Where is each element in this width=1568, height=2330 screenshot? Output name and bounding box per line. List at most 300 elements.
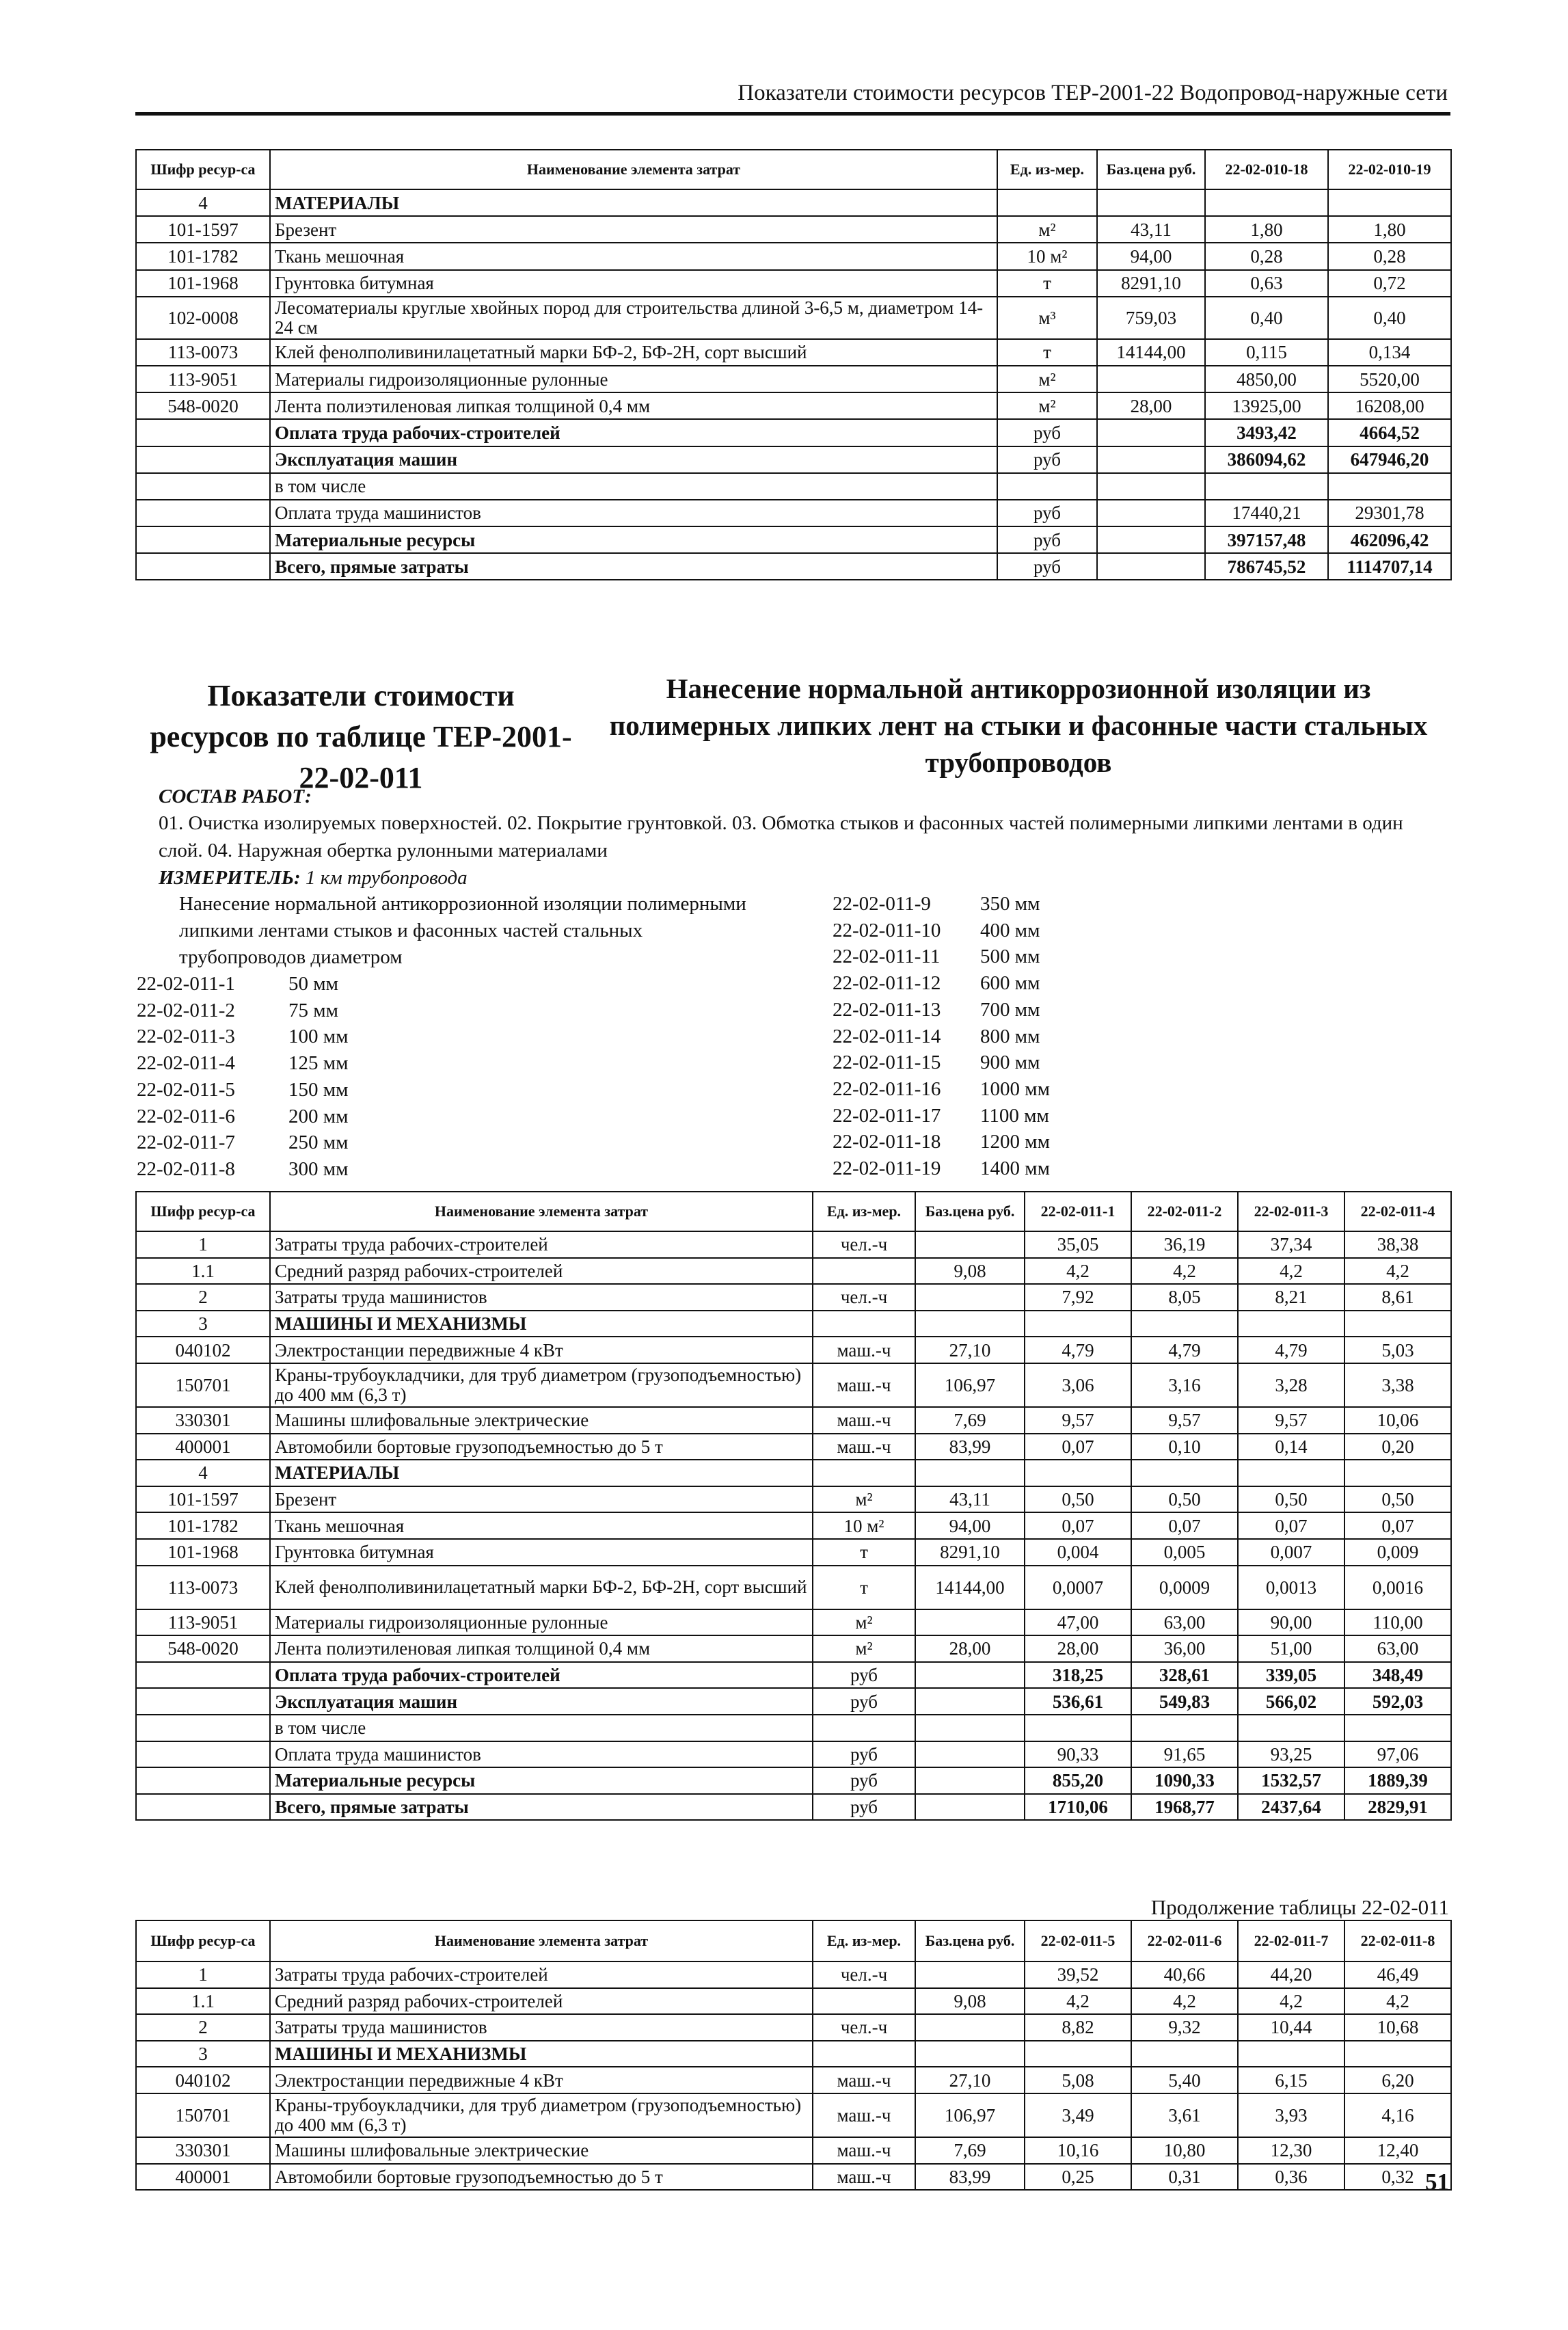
unit-cell: руб — [997, 419, 1097, 446]
table-row — [136, 1539, 1451, 1566]
table-row — [136, 216, 1451, 243]
meter-value: 1 км трубопровода — [305, 867, 468, 889]
meter-label: ИЗМЕРИТЕЛЬ: — [159, 867, 301, 889]
norm-value-cell — [1238, 1715, 1344, 1741]
unit-cell: маш.-ч — [813, 2093, 915, 2137]
norm-value-cell: 9,57 — [1131, 1407, 1238, 1434]
norm-value-cell: 0,07 — [1025, 1512, 1131, 1539]
cost-element-name-cell: Затраты труда машинистов — [270, 2014, 813, 2041]
column-header: Баз.цена руб. — [1097, 150, 1205, 189]
resource-code-cell: 102-0008 — [136, 297, 270, 339]
norm-diameter: 900 мм — [980, 1052, 1040, 1074]
norm-value-cell: 36,00 — [1131, 1635, 1238, 1662]
norm-code: 22-02-011-14 — [833, 1025, 941, 1047]
column-header: Баз.цена руб. — [915, 1192, 1025, 1231]
unit-cell: м² — [813, 1635, 915, 1662]
table-row — [136, 500, 1451, 526]
norm-value-cell: 0,005 — [1131, 1539, 1238, 1566]
norm-list-item — [137, 971, 338, 997]
norm-code: 22-02-011-19 — [833, 1157, 941, 1179]
norm-value-cell: 3,16 — [1131, 1363, 1238, 1407]
cost-element-name-cell: Эксплуатация машин — [270, 446, 997, 473]
base-price-cell — [915, 1767, 1025, 1794]
column-header: 22-02-011-6 — [1131, 1920, 1238, 1961]
unit-cell: маш.-ч — [813, 1363, 915, 1407]
norm-value-cell: 36,19 — [1131, 1231, 1238, 1258]
base-price-cell: 14144,00 — [915, 1566, 1025, 1609]
unit-cell: руб — [813, 1688, 915, 1715]
table-row — [136, 1635, 1451, 1662]
unit-cell: чел.-ч — [813, 1231, 915, 1258]
norm-value-cell: 462096,42 — [1328, 526, 1451, 553]
cost-element-name-cell: Средний разряд рабочих-строителей — [270, 1988, 813, 2015]
norm-value-cell: 328,61 — [1131, 1662, 1238, 1689]
norm-diameter: 800 мм — [980, 1025, 1040, 1047]
cost-element-name-cell: Грунтовка битумная — [270, 1539, 813, 1566]
cost-element-name-cell: Оплата труда рабочих-строителей — [270, 1662, 813, 1689]
norm-value-cell: 0,0016 — [1344, 1566, 1451, 1609]
norm-value-cell: 5520,00 — [1328, 366, 1451, 392]
table-row — [136, 339, 1451, 366]
column-header: Ед. из-мер. — [997, 150, 1097, 189]
page-number: 51 — [1425, 2169, 1449, 2195]
norm-code: 22-02-011-5 — [137, 1078, 235, 1101]
norm-value-cell — [1344, 1311, 1451, 1337]
table-row — [136, 1231, 1451, 1258]
column-header: 22-02-011-8 — [1344, 1920, 1451, 1961]
table-row — [136, 2014, 1451, 2041]
base-price-cell — [1097, 419, 1205, 446]
resource-code-cell: 101-1782 — [136, 243, 270, 269]
norm-diameter: 700 мм — [980, 998, 1040, 1021]
norm-value-cell — [1131, 2041, 1238, 2067]
table-row — [136, 1434, 1451, 1460]
resource-code-cell: 3 — [136, 1311, 270, 1337]
norm-value-cell: 46,49 — [1344, 1961, 1451, 1988]
unit-cell: м² — [813, 1486, 915, 1513]
cost-element-name-cell: Краны-трубоукладчики, для труб диаметром (грузоподъемностью) до 400 мм (6,3 т) — [270, 1363, 813, 1407]
norm-value-cell: 90,00 — [1238, 1609, 1344, 1636]
norm-code: 22-02-011-4 — [137, 1052, 235, 1075]
header-rule — [135, 112, 1450, 116]
resource-code-cell: 2 — [136, 1284, 270, 1311]
unit-cell: руб — [813, 1662, 915, 1689]
norm-value-cell: 0,0009 — [1131, 1566, 1238, 1609]
norm-list-item — [833, 1103, 1049, 1129]
column-header: Наименование элемента затрат — [270, 150, 997, 189]
norm-value-cell: 9,57 — [1025, 1407, 1131, 1434]
cost-element-name-cell: Лесоматериалы круглые хвойных пород для строительства длиной 3-6,5 м, диаметром 14-24 см — [270, 297, 997, 339]
unit-cell: м² — [997, 366, 1097, 392]
cost-element-name-cell: МАШИНЫ И МЕХАНИЗМЫ — [270, 2041, 813, 2067]
base-price-cell: 9,08 — [915, 1988, 1025, 2015]
norm-value-cell: 3,28 — [1238, 1363, 1344, 1407]
norm-value-cell: 8,61 — [1344, 1284, 1451, 1311]
norm-value-cell: 5,08 — [1025, 2067, 1131, 2093]
norm-value-cell: 0,07 — [1238, 1512, 1344, 1539]
norm-value-cell: 4,79 — [1238, 1337, 1344, 1363]
norm-diameter: 400 мм — [980, 919, 1040, 941]
norm-diameter: 300 мм — [288, 1157, 349, 1180]
base-price-cell: 106,97 — [915, 2093, 1025, 2137]
table-row — [136, 1311, 1451, 1337]
unit-cell: т — [813, 1539, 915, 1566]
cost-element-name-cell: Лента полиэтиленовая липкая толщиной 0,4 мм — [270, 392, 997, 419]
unit-cell: руб — [813, 1741, 915, 1768]
norm-value-cell — [1025, 2041, 1131, 2067]
base-price-cell — [915, 1311, 1025, 1337]
resource-code-cell: 1 — [136, 1231, 270, 1258]
norm-value-cell: 0,31 — [1131, 2164, 1238, 2191]
column-header: Ед. из-мер. — [813, 1920, 915, 1961]
cost-element-name-cell: Клей фенолполивинилацетатный марки БФ-2, БФ-2Н, сорт высший — [270, 339, 997, 366]
norm-value-cell: 397157,48 — [1205, 526, 1328, 553]
resource-code-cell: 101-1968 — [136, 270, 270, 297]
cost-element-name-cell: Оплата труда рабочих-строителей — [270, 419, 997, 446]
norm-value-cell: 1968,77 — [1131, 1794, 1238, 1821]
norm-value-cell — [1238, 1460, 1344, 1486]
resource-code-cell — [136, 473, 270, 500]
table-row — [136, 1512, 1451, 1539]
norm-value-cell: 4,2 — [1131, 1258, 1238, 1285]
norm-diameter: 1000 мм — [980, 1077, 1050, 1100]
norm-value-cell: 10,68 — [1344, 2014, 1451, 2041]
norm-list-item — [833, 1049, 1040, 1076]
unit-cell: чел.-ч — [813, 1284, 915, 1311]
norm-list-item — [137, 1129, 348, 1156]
base-price-cell: 14144,00 — [1097, 339, 1205, 366]
table-row — [136, 2137, 1451, 2164]
norm-list-item — [833, 943, 1040, 970]
base-price-cell — [915, 1794, 1025, 1821]
norm-value-cell: 4664,52 — [1328, 419, 1451, 446]
norm-value-cell: 2829,91 — [1344, 1794, 1451, 1821]
norm-diameter: 100 мм — [288, 1026, 349, 1048]
unit-cell: чел.-ч — [813, 2014, 915, 2041]
column-header: Наименование элемента затрат — [270, 1192, 813, 1231]
norm-value-cell: 4850,00 — [1205, 366, 1328, 392]
unit-cell — [813, 1311, 915, 1337]
norm-diameter: 1200 мм — [980, 1131, 1050, 1153]
base-price-cell — [915, 1741, 1025, 1768]
norm-diameter: 250 мм — [288, 1131, 349, 1154]
norm-value-cell — [1025, 1460, 1131, 1486]
unit-cell: чел.-ч — [813, 1961, 915, 1988]
norm-list-item — [833, 970, 1040, 997]
norm-value-cell — [1205, 189, 1328, 216]
unit-cell: руб — [997, 526, 1097, 553]
norm-value-cell: 0,50 — [1238, 1486, 1344, 1513]
table-row — [136, 1961, 1451, 1988]
norm-value-cell: 6,15 — [1238, 2067, 1344, 2093]
norm-value-cell: 0,14 — [1238, 1434, 1344, 1460]
norm-value-cell: 51,00 — [1238, 1635, 1344, 1662]
resource-code-cell — [136, 500, 270, 526]
table-row — [136, 1566, 1451, 1609]
norm-code: 22-02-011-13 — [833, 998, 941, 1021]
unit-cell: 10 м² — [997, 243, 1097, 269]
cost-element-name-cell: в том числе — [270, 1715, 813, 1741]
unit-cell: руб — [997, 553, 1097, 580]
base-price-cell — [1097, 526, 1205, 553]
unit-cell: м³ — [997, 297, 1097, 339]
base-price-cell: 43,11 — [915, 1486, 1025, 1513]
base-price-cell — [915, 2041, 1025, 2067]
base-price-cell: 83,99 — [915, 2164, 1025, 2191]
norm-value-cell: 38,38 — [1344, 1231, 1451, 1258]
norm-value-cell — [1344, 2041, 1451, 2067]
column-header: 22-02-010-18 — [1205, 150, 1328, 189]
resource-code-cell: 113-0073 — [136, 1566, 270, 1609]
table-row — [136, 1662, 1451, 1689]
resource-code-cell: 2 — [136, 2014, 270, 2041]
resource-code-cell: 101-1597 — [136, 1486, 270, 1513]
section-title-left: Показатели стоимости ресурсов по таблице ТЕР-2001-22-02-011 — [150, 679, 572, 794]
resource-code-cell: 101-1597 — [136, 216, 270, 243]
unit-cell: маш.-ч — [813, 1434, 915, 1460]
base-price-cell: 27,10 — [915, 2067, 1025, 2093]
norm-value-cell: 0,40 — [1328, 297, 1451, 339]
table-row — [136, 1767, 1451, 1794]
norm-value-cell: 592,03 — [1344, 1688, 1451, 1715]
resource-code-cell: 1 — [136, 1961, 270, 1988]
meter-line — [159, 864, 468, 892]
cost-element-name-cell: Краны-трубоукладчики, для труб диаметром (грузоподъемностью) до 400 мм (6,3 т) — [270, 2093, 813, 2137]
base-price-cell — [915, 1460, 1025, 1486]
cost-element-name-cell: МАТЕРИАЛЫ — [270, 1460, 813, 1486]
running-header: Показатели стоимости ресурсов ТЕР-2001-22 Водопровод-наружные сети — [738, 81, 1448, 105]
table-header-row — [136, 150, 1451, 189]
norm-value-cell: 40,66 — [1131, 1961, 1238, 1988]
norm-value-cell: 0,28 — [1205, 243, 1328, 269]
norm-list-item — [137, 1103, 348, 1130]
norm-value-cell: 0,50 — [1131, 1486, 1238, 1513]
unit-cell: маш.-ч — [813, 2067, 915, 2093]
norm-list-item — [833, 1155, 1050, 1182]
norm-value-cell: 0,20 — [1344, 1434, 1451, 1460]
norm-value-cell: 0,36 — [1238, 2164, 1344, 2191]
norm-value-cell: 0,134 — [1328, 339, 1451, 366]
norm-diameter: 1100 мм — [980, 1104, 1049, 1127]
cost-element-name-cell: Брезент — [270, 1486, 813, 1513]
norm-diameter: 125 мм — [288, 1052, 349, 1075]
cost-element-name-cell: Брезент — [270, 216, 997, 243]
norm-value-cell: 3,06 — [1025, 1363, 1131, 1407]
cost-element-name-cell: Материальные ресурсы — [270, 526, 997, 553]
cost-element-name-cell: Грунтовка битумная — [270, 270, 997, 297]
base-price-cell: 43,11 — [1097, 216, 1205, 243]
norm-value-cell: 0,07 — [1131, 1512, 1238, 1539]
norm-list-item — [833, 1076, 1050, 1103]
table-row — [136, 1741, 1451, 1768]
cost-element-name-cell: Средний разряд рабочих-строителей — [270, 1258, 813, 1285]
resource-code-cell: 330301 — [136, 1407, 270, 1434]
resource-code-cell: 113-9051 — [136, 366, 270, 392]
resource-code-cell: 1.1 — [136, 1258, 270, 1285]
composition-label-text: СОСТАВ РАБОТ: — [159, 786, 312, 807]
unit-cell — [813, 1460, 915, 1486]
cost-element-name-cell: Оплата труда машинистов — [270, 1741, 813, 1768]
unit-cell: руб — [813, 1794, 915, 1821]
table-header-row — [136, 1192, 1451, 1231]
norm-value-cell: 4,2 — [1131, 1988, 1238, 2015]
base-price-cell — [915, 1609, 1025, 1636]
norm-value-cell: 8,82 — [1025, 2014, 1131, 2041]
unit-cell: руб — [997, 446, 1097, 473]
norm-value-cell: 7,92 — [1025, 1284, 1131, 1311]
norm-value-cell — [1238, 1311, 1344, 1337]
resource-code-cell: 101-1968 — [136, 1539, 270, 1566]
column-header: Ед. из-мер. — [813, 1192, 915, 1231]
column-header: Баз.цена руб. — [915, 1920, 1025, 1961]
base-price-cell: 9,08 — [915, 1258, 1025, 1285]
composition-label — [159, 783, 312, 810]
resource-code-cell: 150701 — [136, 1363, 270, 1407]
norm-code: 22-02-011-6 — [137, 1105, 235, 1127]
norm-value-cell: 17440,21 — [1205, 500, 1328, 526]
norm-code: 22-02-011-18 — [833, 1131, 941, 1153]
norm-value-cell: 6,20 — [1344, 2067, 1451, 2093]
norm-code: 22-02-011-15 — [833, 1052, 941, 1074]
table-row — [136, 1794, 1451, 1821]
resource-code-cell: 113-0073 — [136, 339, 270, 366]
norm-value-cell: 1710,06 — [1025, 1794, 1131, 1821]
norm-value-cell: 855,20 — [1025, 1767, 1131, 1794]
cost-element-name-cell: в том числе — [270, 473, 997, 500]
table-row — [136, 1988, 1451, 2015]
cost-element-name-cell: Ткань мешочная — [270, 243, 997, 269]
norm-value-cell: 0,009 — [1344, 1539, 1451, 1566]
cost-element-name-cell: Автомобили бортовые грузоподъемностью до 5 т — [270, 1434, 813, 1460]
cost-element-name-cell: Материалы гидроизоляционные рулонные — [270, 1609, 813, 1636]
norm-list-item — [833, 918, 1040, 944]
unit-cell: м² — [813, 1609, 915, 1636]
norm-value-cell: 4,2 — [1025, 1988, 1131, 2015]
table-row — [136, 243, 1451, 269]
table-row — [136, 526, 1451, 553]
unit-cell: руб — [997, 500, 1097, 526]
norm-list-item — [833, 891, 1040, 918]
base-price-cell — [1097, 553, 1205, 580]
unit-cell: 10 м² — [813, 1512, 915, 1539]
base-price-cell — [915, 1662, 1025, 1689]
norm-value-cell: 12,40 — [1344, 2137, 1451, 2164]
table-header-row — [136, 1920, 1451, 1961]
unit-cell — [813, 1715, 915, 1741]
norm-value-cell: 549,83 — [1131, 1688, 1238, 1715]
continuation-note: Продолжение таблицы 22-02-011 — [1150, 1895, 1449, 1919]
table-row — [136, 553, 1451, 580]
norm-value-cell: 28,00 — [1025, 1635, 1131, 1662]
norm-code: 22-02-011-11 — [833, 946, 941, 968]
norm-value-cell: 3493,42 — [1205, 419, 1328, 446]
resource-code-cell: 330301 — [136, 2137, 270, 2164]
norm-value-cell — [1328, 473, 1451, 500]
norm-code: 22-02-011-8 — [137, 1157, 235, 1180]
resource-code-cell: 4 — [136, 189, 270, 216]
norm-code: 22-02-011-12 — [833, 972, 941, 995]
cost-element-name-cell: Материалы гидроизоляционные рулонные — [270, 366, 997, 392]
norm-value-cell — [1344, 1460, 1451, 1486]
resource-code-cell — [136, 1715, 270, 1741]
norm-value-cell: 1090,33 — [1131, 1767, 1238, 1794]
norm-value-cell: 8,21 — [1238, 1284, 1344, 1311]
cost-element-name-cell: Машины шлифовальные электрические — [270, 1407, 813, 1434]
table-row — [136, 2041, 1451, 2067]
norm-value-cell: 4,2 — [1238, 1988, 1344, 2015]
column-header: Шифр ресур-са — [136, 1920, 270, 1961]
norm-value-cell: 647946,20 — [1328, 446, 1451, 473]
norm-value-cell: 566,02 — [1238, 1688, 1344, 1715]
resource-code-cell: 400001 — [136, 2164, 270, 2191]
norm-value-cell: 90,33 — [1025, 1741, 1131, 1768]
norm-value-cell: 10,80 — [1131, 2137, 1238, 2164]
norm-value-cell: 4,79 — [1025, 1337, 1131, 1363]
norm-list-item — [137, 997, 338, 1024]
norm-code: 22-02-011-17 — [833, 1104, 941, 1127]
norm-value-cell: 47,00 — [1025, 1609, 1131, 1636]
table-row — [136, 2164, 1451, 2191]
cost-element-name-cell: Эксплуатация машин — [270, 1688, 813, 1715]
norm-value-cell: 318,25 — [1025, 1662, 1131, 1689]
cost-element-name-cell: Затраты труда рабочих-строителей — [270, 1231, 813, 1258]
resource-code-cell — [136, 553, 270, 580]
norm-diameter: 50 мм — [288, 973, 338, 995]
norm-value-cell — [1328, 189, 1451, 216]
norm-list-item — [137, 1077, 348, 1103]
unit-cell: т — [813, 1566, 915, 1609]
base-price-cell: 8291,10 — [915, 1539, 1025, 1566]
resource-code-cell — [136, 1741, 270, 1768]
resource-code-cell: 548-0020 — [136, 392, 270, 419]
table-row — [136, 392, 1451, 419]
base-price-cell — [915, 1961, 1025, 1988]
norm-value-cell: 110,00 — [1344, 1609, 1451, 1636]
norm-value-cell: 39,52 — [1025, 1961, 1131, 1988]
cost-element-name-cell: МАШИНЫ И МЕХАНИЗМЫ — [270, 1311, 813, 1337]
norm-value-cell: 10,44 — [1238, 2014, 1344, 2041]
cost-element-name-cell: Электростанции передвижные 4 кВт — [270, 2067, 813, 2093]
norm-code: 22-02-011-1 — [137, 973, 235, 995]
base-price-cell — [915, 1715, 1025, 1741]
norm-list-item — [137, 1050, 348, 1077]
cost-element-name-cell: Машины шлифовальные электрические — [270, 2137, 813, 2164]
cost-element-name-cell: Лента полиэтиленовая липкая толщиной 0,4 мм — [270, 1635, 813, 1662]
section-title-right: Нанесение нормальной антикоррозионной изоляции из полимерных липких лент на стыки и фасонные части стальных трубопроводов — [609, 673, 1428, 778]
norm-value-cell: 63,00 — [1344, 1635, 1451, 1662]
norm-value-cell: 0,63 — [1205, 270, 1328, 297]
norm-value-cell: 1889,39 — [1344, 1767, 1451, 1794]
column-header: 22-02-011-3 — [1238, 1192, 1344, 1231]
norm-value-cell: 9,57 — [1238, 1407, 1344, 1434]
norm-value-cell — [1238, 2041, 1344, 2067]
resource-code-cell — [136, 446, 270, 473]
base-price-cell — [915, 1284, 1025, 1311]
norm-value-cell: 0,50 — [1025, 1486, 1131, 1513]
resource-table-22-02-010 — [135, 149, 1452, 580]
norm-value-cell: 29301,78 — [1328, 500, 1451, 526]
table-row — [136, 2067, 1451, 2093]
norm-value-cell: 97,06 — [1344, 1741, 1451, 1768]
norm-value-cell: 3,38 — [1344, 1363, 1451, 1407]
base-price-cell — [1097, 500, 1205, 526]
norm-list-item — [137, 1023, 348, 1050]
unit-cell — [997, 189, 1097, 216]
norm-value-cell — [1205, 473, 1328, 500]
cost-element-name-cell: Электростанции передвижные 4 кВт — [270, 1337, 813, 1363]
resource-code-cell — [136, 419, 270, 446]
norm-value-cell — [1025, 1715, 1131, 1741]
